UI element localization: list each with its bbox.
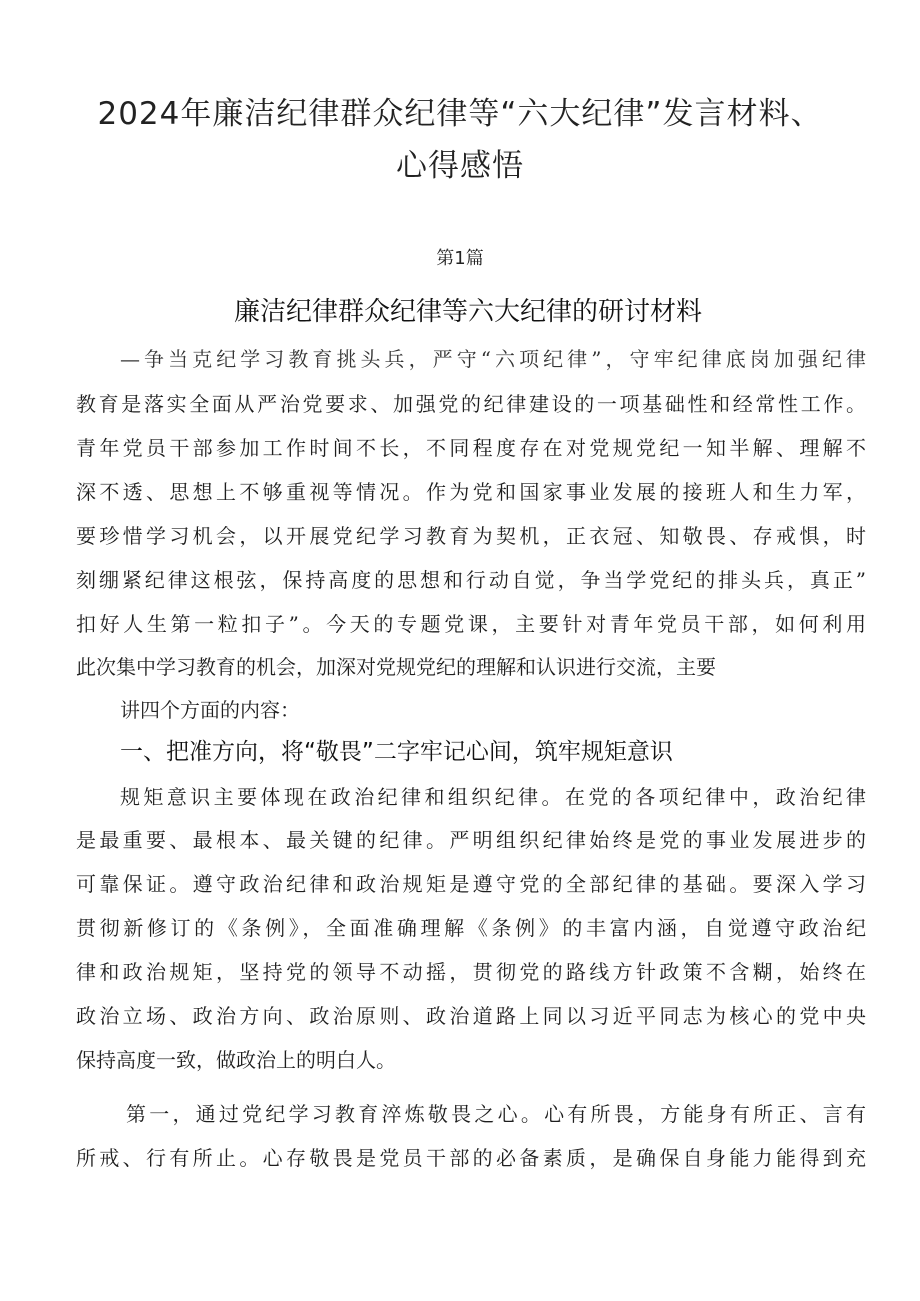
intro-line: 深不透、思想上不够重视等情况。作为党和国家事业发展的接班人和生力军， [76,480,866,504]
intro-line: 要珍惜学习机会，以开展党纪学习教育为契机，正衣冠、知敬畏、存戒惧，时 [76,524,866,548]
intro-line: 此次集中学习教育的机会，加深对党规党纪的理解和认识进行交流，主要 [76,655,716,679]
article-title: 廉洁纪律群众纪律等六大纪律的研讨材料 [233,297,702,327]
document-title: 2024年廉洁纪律群众纪律等“六大纪律”发言材料、心得感悟 [97,96,823,184]
paragraph-line: 是最重要、最根本、最关键的纪律。严明组织纪律始终是党的事业发展进步的 [76,828,866,852]
intro-line: 刻绷紧纪律这根弦，保持高度的思想和行动自觉，争当学党纪的排头兵，真正” [76,568,866,592]
paragraph-line: 政治立场、政治方向、政治原则、政治道路上同以习近平同志为核心的党中央 [76,1004,866,1028]
section-heading: 一、把准方向，将“敬畏”二字牢记心间，筑牢规矩意识 [120,739,673,765]
intro-line: 青年党员干部参加工作时间不长，不同程度存在对党规党纪一知半解、理解不 [76,436,866,460]
paragraph-line: 可靠保证。遵守政治纪律和政治规矩是遵守党的全部纪律的基础。要深入学习 [76,872,866,896]
paragraph-line: 保持高度一致，做政治上的明白人。 [76,1048,396,1072]
paragraph-line: 规矩意识主要体现在政治纪律和组织纪律。在党的各项纪律中，政治纪律 [120,785,866,809]
paragraph-line: 贯彻新修订的《条例》，全面准确理解《条例》的丰富内涵，自觉遵守政治纪 [76,916,866,940]
intro-line: 讲四个方面的内容： [120,698,300,722]
intro-line: 扣好人生第一粒扣子”。今天的专题党课，主要针对青年党员干部，如何利用 [76,612,866,636]
paragraph-line: 律和政治规矩，坚持党的领导不动摇，贯彻党的路线方针政策不含糊，始终在 [76,960,866,984]
intro-line: —争当克纪学习教育挑头兵，严守“六项纪律”，守牢纪律底岗加强纪律 [120,347,866,371]
paragraph-line: 所戒、行有所止。心存敬畏是党员干部的必备素质，是确保自身能力能得到充 [76,1146,866,1170]
article-number: 第1篇 [436,248,484,269]
paragraph-line: 第一，通过党纪学习教育淬炼敬畏之心。心有所畏，方能身有所正、言有 [126,1102,866,1126]
intro-line: 教育是落实全面从严治党要求、加强党的纪律建设的一项基础性和经常性工作。 [76,392,866,416]
